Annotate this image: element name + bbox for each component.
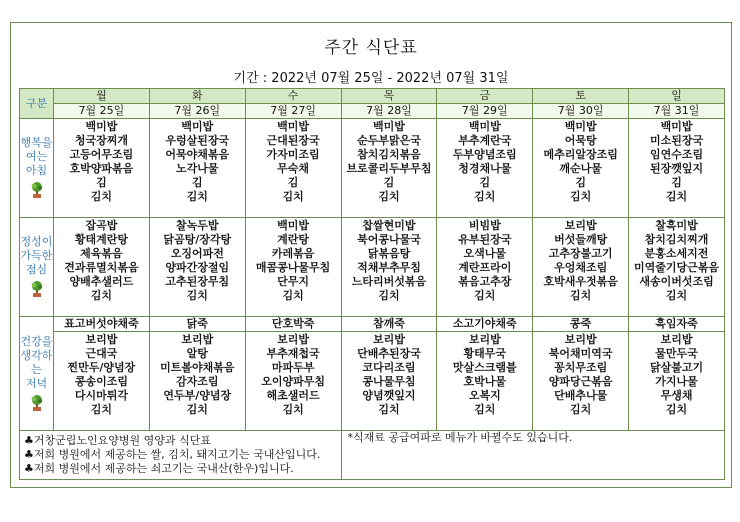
day-menu-cell [54,331,150,430]
potted-plant-icon [29,394,45,412]
menu-item: 양배추샐러드 [69,274,134,288]
menu-item: 카레볶음 [271,246,315,260]
day-name-row [20,89,725,104]
menu-item: 꽁치무조림 [554,360,608,374]
menu-item: 브로콜리두부무침 [346,162,432,175]
meal-label-text: 행복을 [20,136,53,150]
porridge-item: 소고기야채죽 [437,316,533,331]
menu-item: 무생채 [660,388,693,402]
menu-item: 보리밥 [468,332,501,346]
menu-item: 미소된장국 [649,134,704,147]
potted-plant-icon [29,181,45,199]
menu-item: 백미밥 [277,120,310,133]
porridge-item: 닭죽 [149,316,245,331]
day-menu-cell [437,331,533,430]
menu-item: 잡곡밥 [85,218,118,232]
menu-item: 근대된장국 [266,134,320,147]
day-menu-cell [437,119,533,218]
meal-label-text: 건강을 [20,334,53,348]
menu-item: 양파간장절임 [165,260,230,274]
menu-item: 보리밥 [85,332,118,346]
menu-item: 오색나물 [463,246,507,260]
menu-item: 북어콩나물국 [357,232,421,246]
porridge-item: 단호박죽 [245,316,341,331]
menu-item: 보리밥 [564,332,597,346]
day-menu-cell [629,119,725,218]
menu-item: 호박새우젓볶음 [543,274,618,288]
menu-item: 새송이버섯조림 [639,274,714,288]
day-name: 수 [245,89,341,104]
menu-item: 김치 [90,288,113,302]
day-menu-cell [341,331,437,430]
day-menu-cell [437,217,533,316]
day-menu-cell [341,119,437,218]
menu-item: 비빔밥 [468,218,501,232]
menu-item: 콩송이조림 [74,374,128,388]
menu-item: 김치 [665,402,688,416]
menu-item: 김치 [282,402,304,416]
menu-item: 물만두국 [655,346,698,360]
menu-item: 김 [287,176,299,189]
day-name: 목 [341,89,437,104]
menu-item: 오복지 [468,388,501,402]
menu-item: 황태무국 [463,346,507,360]
meal-label-text: 정성이 [20,235,53,249]
day-date: 7월 31일 [629,104,725,119]
day-menu-cell [149,331,245,430]
meal-row [20,331,725,430]
menu-item: 해초샐러드 [266,388,320,402]
meal-row [20,119,725,218]
menu-item: 보리밥 [373,332,405,346]
menu-item: 보리밥 [660,332,693,346]
day-name: 토 [533,89,629,104]
menu-item: 근대국 [85,346,118,360]
menu-item: 찰녹두밥 [176,218,219,232]
menu-item: 김치 [90,402,113,416]
meal-label-cell [20,316,54,430]
menu-item: 매콤콩나물무침 [255,260,331,274]
menu-item: 김 [479,176,491,189]
menu-item: 닭볶음탕 [367,246,411,260]
menu-item: 청경채나물 [458,162,512,175]
menu-item: 깨순나물 [559,162,602,175]
menu-item: 백미밥 [660,120,693,133]
potted-plant-icon [29,280,45,298]
menu-item: 김치 [570,288,592,302]
menu-item: 버섯들깨탕 [554,232,608,246]
menu-item: 김 [383,176,395,189]
day-menu-cell [533,119,629,218]
menu-item: 다시마튀각 [74,388,128,402]
menu-item: 오징어파전 [170,246,224,260]
menu-item: 김치 [570,190,592,203]
notes-cell [20,430,342,479]
menu-item: 김치 [665,288,688,302]
meal-label-cell [20,217,54,316]
menu-item: 북어채미역국 [548,346,613,360]
day-menu-cell [54,217,150,316]
menu-item: 어묵야채볶음 [165,148,230,161]
menu-item: 부추계란국 [458,134,512,147]
menu-item: 닭살불고기 [649,360,704,374]
menu-item: 알탕 [186,346,208,360]
menu-item: 찹쌀현미밥 [362,218,416,232]
menu-item: 보리밥 [277,332,310,346]
menu-item: 호박양파볶음 [69,162,134,175]
menu-item: 부추재첩국 [266,346,320,360]
day-menu-cell [533,217,629,316]
day-name: 화 [149,89,245,104]
day-menu-cell [629,331,725,430]
day-date: 7월 27일 [245,104,341,119]
side-note: *식재료 공급여파로 메뉴가 바뀔수도 있습니다. [341,430,724,479]
menu-item: 미트볼야채볶음 [160,360,235,374]
menu-item: 닭곰탕/장각탕 [163,232,232,246]
menu-item: 노각나물 [176,162,219,175]
menu-item: 가자미조림 [266,148,320,161]
notes-row [20,430,725,479]
day-menu-cell [54,119,150,218]
menu-item: 김치 [474,402,496,416]
menu-item: 청국장찌개 [74,134,128,147]
menu-item: 제육볶음 [80,246,123,260]
menu-item: 김치 [282,288,304,302]
menu-item: 백미밥 [564,120,597,133]
menu-item: 우엉채조림 [554,260,608,274]
menu-item: 고등어무조림 [69,148,134,161]
menu-item: 유부된장국 [458,232,512,246]
day-menu-cell [149,119,245,218]
day-menu-cell [245,331,341,430]
menu-item: 백미밥 [277,218,310,232]
menu-item: 콩나물무침 [362,374,416,388]
menu-item: 김 [191,176,203,189]
menu-item: 백미밥 [181,120,214,133]
menu-item: 김 [575,176,586,189]
menu-item: 오이양파무침 [261,374,325,388]
menu-item: 김치 [665,190,688,203]
period-text: 기간 : 2022년 07월 25일 - 2022년 07월 31일 [233,71,509,86]
meal-label-text: 여는 [25,150,48,164]
meal-label-text: 아침 [25,164,48,178]
menu-item: 백미밥 [85,120,118,133]
menu-item: 마파두부 [271,360,315,374]
menu-item: 참치김치볶음 [357,148,421,161]
menu-item: 견과류멸치볶음 [64,260,139,274]
menu-item: 호박나물 [463,374,507,388]
menu-item: 김치 [186,402,208,416]
meal-label-text: 생각하는 [20,348,53,376]
menu-item: 된장깻잎지 [649,162,704,175]
menu-item: 느타리버섯볶음 [351,274,427,288]
meal-label-text: 점심 [25,263,48,277]
menu-item: 무숙채 [277,162,310,175]
menu-item: 김치 [474,190,496,203]
menu-item: 순두부맑은국 [357,134,421,147]
menu-item: 코다리조림 [362,360,416,374]
porridge-row [20,316,725,331]
menu-item: 김 [671,176,682,189]
menu-item: 김치 [570,402,592,416]
menu-item: 어묵탕 [564,134,597,147]
footnote-text: ♣저희 병원에서 제공하는 쇠고기는 국내산(한우)입니다. [24,461,294,475]
menu-item: 고추장불고기 [548,246,613,260]
menu-item: 임연수조림 [649,148,704,161]
menu-item: 참치김치찌개 [644,232,709,246]
menu-sheet [10,22,732,488]
porridge-item: 흑임자죽 [629,316,725,331]
menu-item: 김치 [378,288,400,302]
menu-item: 김치 [186,190,208,203]
meal-label-cell [20,119,54,218]
footnote-text: ♣거창군립노인요양병원 영양과 식단표 [24,433,211,447]
day-date: 7월 25일 [54,104,150,119]
menu-item: 찰흑미밥 [655,218,698,232]
day-date: 7월 26일 [149,104,245,119]
menu-item: 단배추나물 [554,388,608,402]
meal-row [20,217,725,316]
day-date: 7월 30일 [533,104,629,119]
menu-item: 우렁살된장국 [165,134,230,147]
menu-item: 고추된장무침 [165,274,230,288]
menu-item: 가지나물 [655,374,698,388]
menu-item: 김치 [186,288,208,302]
menu-item: 감자조림 [176,374,219,388]
menu-item: 단무지 [277,274,310,288]
menu-item: 계란탕 [277,232,310,246]
day-menu-cell [149,217,245,316]
menu-item: 맛살스크램블 [452,360,517,374]
day-menu-cell [245,119,341,218]
menu-item: 보리밥 [564,218,597,232]
day-menu-cell [341,217,437,316]
menu-item: 적채부추무침 [357,260,421,274]
menu-item: 김치 [282,190,304,203]
day-date: 7월 29일 [437,104,533,119]
page-title: 주간 식단표 [324,38,418,58]
menu-item: 김 [96,176,107,189]
menu-item: 계란프라이 [458,260,512,274]
menu-item: 양파당근볶음 [548,374,613,388]
meal-label-text: 가득한 [20,249,53,263]
menu-item: 보리밥 [181,332,214,346]
menu-item: 미역줄기당근볶음 [634,260,720,274]
menu-item: 백미밥 [468,120,501,133]
day-menu-cell [533,331,629,430]
menu-item: 양념깻잎지 [362,388,416,402]
menu-item: 분홍소세지전 [644,246,709,260]
porridge-item: 참깨죽 [341,316,437,331]
menu-item: 두부양념조림 [452,148,517,161]
menu-item: 단배추된장국 [357,346,421,360]
menu-item: 메추리알장조림 [543,148,618,161]
porridge-item: 콩죽 [533,316,629,331]
menu-item: 황태계란탕 [74,232,128,246]
menu-item: 김치 [474,288,496,302]
menu-item: 찐만두/양념장 [67,360,136,374]
porridge-item: 표고버섯야채죽 [54,316,150,331]
day-menu-cell [245,217,341,316]
day-name: 금 [437,89,533,104]
menu-item: 연두부/양념장 [163,388,232,402]
menu-item: 백미밥 [373,120,405,133]
menu-item: 김치 [378,402,400,416]
menu-item: 김치 [378,190,400,203]
menu-item: 볶음고추장 [458,274,512,288]
day-name: 일 [629,89,725,104]
menu-item: 김치 [90,190,113,203]
day-menu-cell [629,217,725,316]
day-date-row [20,104,725,119]
day-name: 월 [54,89,150,104]
header-label: 구분 [20,89,54,119]
footnote-text: ♣저희 병원에서 제공하는 쌀, 김치, 돼지고기는 국내산입니다. [24,447,321,461]
meal-label-text: 저녁 [25,376,48,390]
day-date: 7월 28일 [341,104,437,119]
weekly-menu-table [19,88,725,480]
